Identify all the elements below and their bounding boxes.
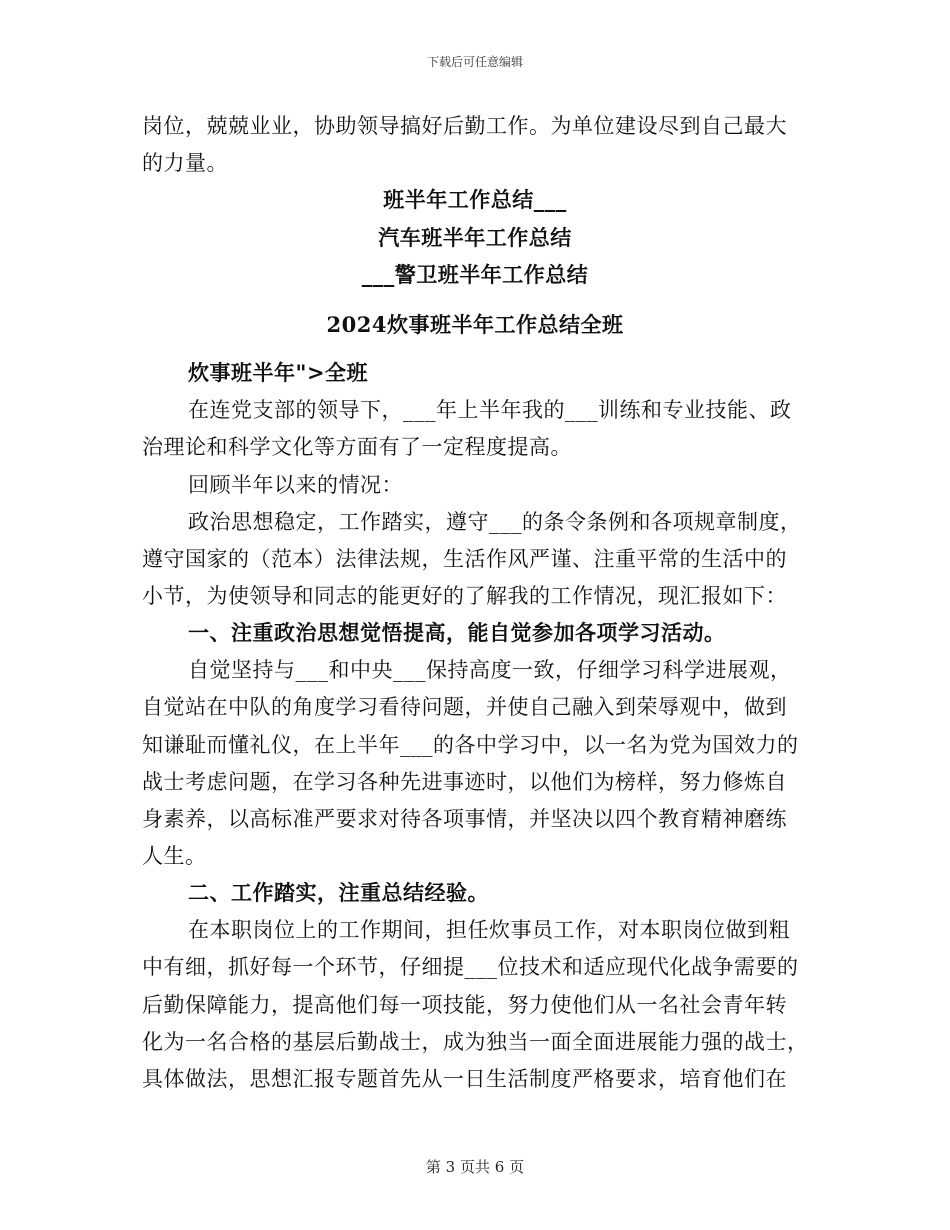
paragraph-line: 小节，为使领导和同志的能更好的了解我的工作情况，现汇报如下： [142,584,787,608]
paragraph-line: 在本职岗位上的工作期间，担任炊事员工作，对本职岗位做到粗 [188,918,790,942]
section-heading: 二、工作踏实，注重总结经验。 [188,880,489,905]
paragraph-line: 后勤保障能力，提高他们每一项技能，努力使他们从一名社会青年转 [142,993,787,1017]
page-header-note: 下载后可任意编辑 [426,55,523,69]
paragraph-line: 回顾半年以来的情况： [188,473,403,497]
paragraph-line: 自觉站在中队的角度学习看待问题，并使自己融入到荣辱观中，做到 [142,695,787,719]
paragraph-line: 知谦耻而懂礼仪，在上半年___的各中学习中，以一名为党为国效力的 [142,733,799,757]
paragraph-line: 岗位，兢兢业业，协助领导搞好后勤工作。为单位建设尽到自己最大 [142,114,787,138]
paragraph-line: 遵守国家的（范本）法律法规，生活作风严谨、注重平常的生活中的 [142,547,787,571]
paragraph-line: 化为一名合格的基层后勤战士，成为独当一面全面进展能力强的战士， [142,1030,809,1054]
subtitle: 炊事班半年">全班 [188,360,369,385]
page-number-footer: 第 3 页共 6 页 [425,1158,525,1176]
paragraph-line: 具体做法，思想汇报专题首先从一日生活制度严格要求，培育他们在 [142,1067,787,1091]
section-title: ___警卫班半年工作总结 [361,262,589,287]
paragraph-line: 治理论和科学文化等方面有了一定程度提高。 [142,435,572,459]
document-title: 2024炊事班半年工作总结全班 [326,312,624,337]
paragraph-line: 政治思想稳定，工作踏实，遵守___的条令条例和各项规章制度， [188,510,802,534]
section-title: 汽车班半年工作总结 [378,225,572,250]
paragraph-line: 自觉坚持与___和中央___保持高度一致，仔细学习科学进展观， [188,658,792,682]
paragraph-line: 中有细，抓好每一个环节，仔细提___位技术和适应现代化战争需要的 [142,955,799,979]
paragraph-line: 身素养，以高标准严要求对待各项事情，并坚决以四个教育精神磨练 [142,807,787,831]
section-heading: 一、注重政治思想觉悟提高，能自觉参加各项学习活动。 [188,620,726,645]
paragraph-line: 的力量。 [142,151,228,175]
paragraph-line: 战士考虑问题，在学习各种先进事迹时，以他们为榜样，努力修炼自 [142,770,787,794]
paragraph-line: 人生。 [142,844,207,868]
section-title: 班半年工作总结___ [383,187,567,212]
paragraph-line: 在连党支部的领导下，___年上半年我的___训练和专业技能、政 [188,398,792,422]
